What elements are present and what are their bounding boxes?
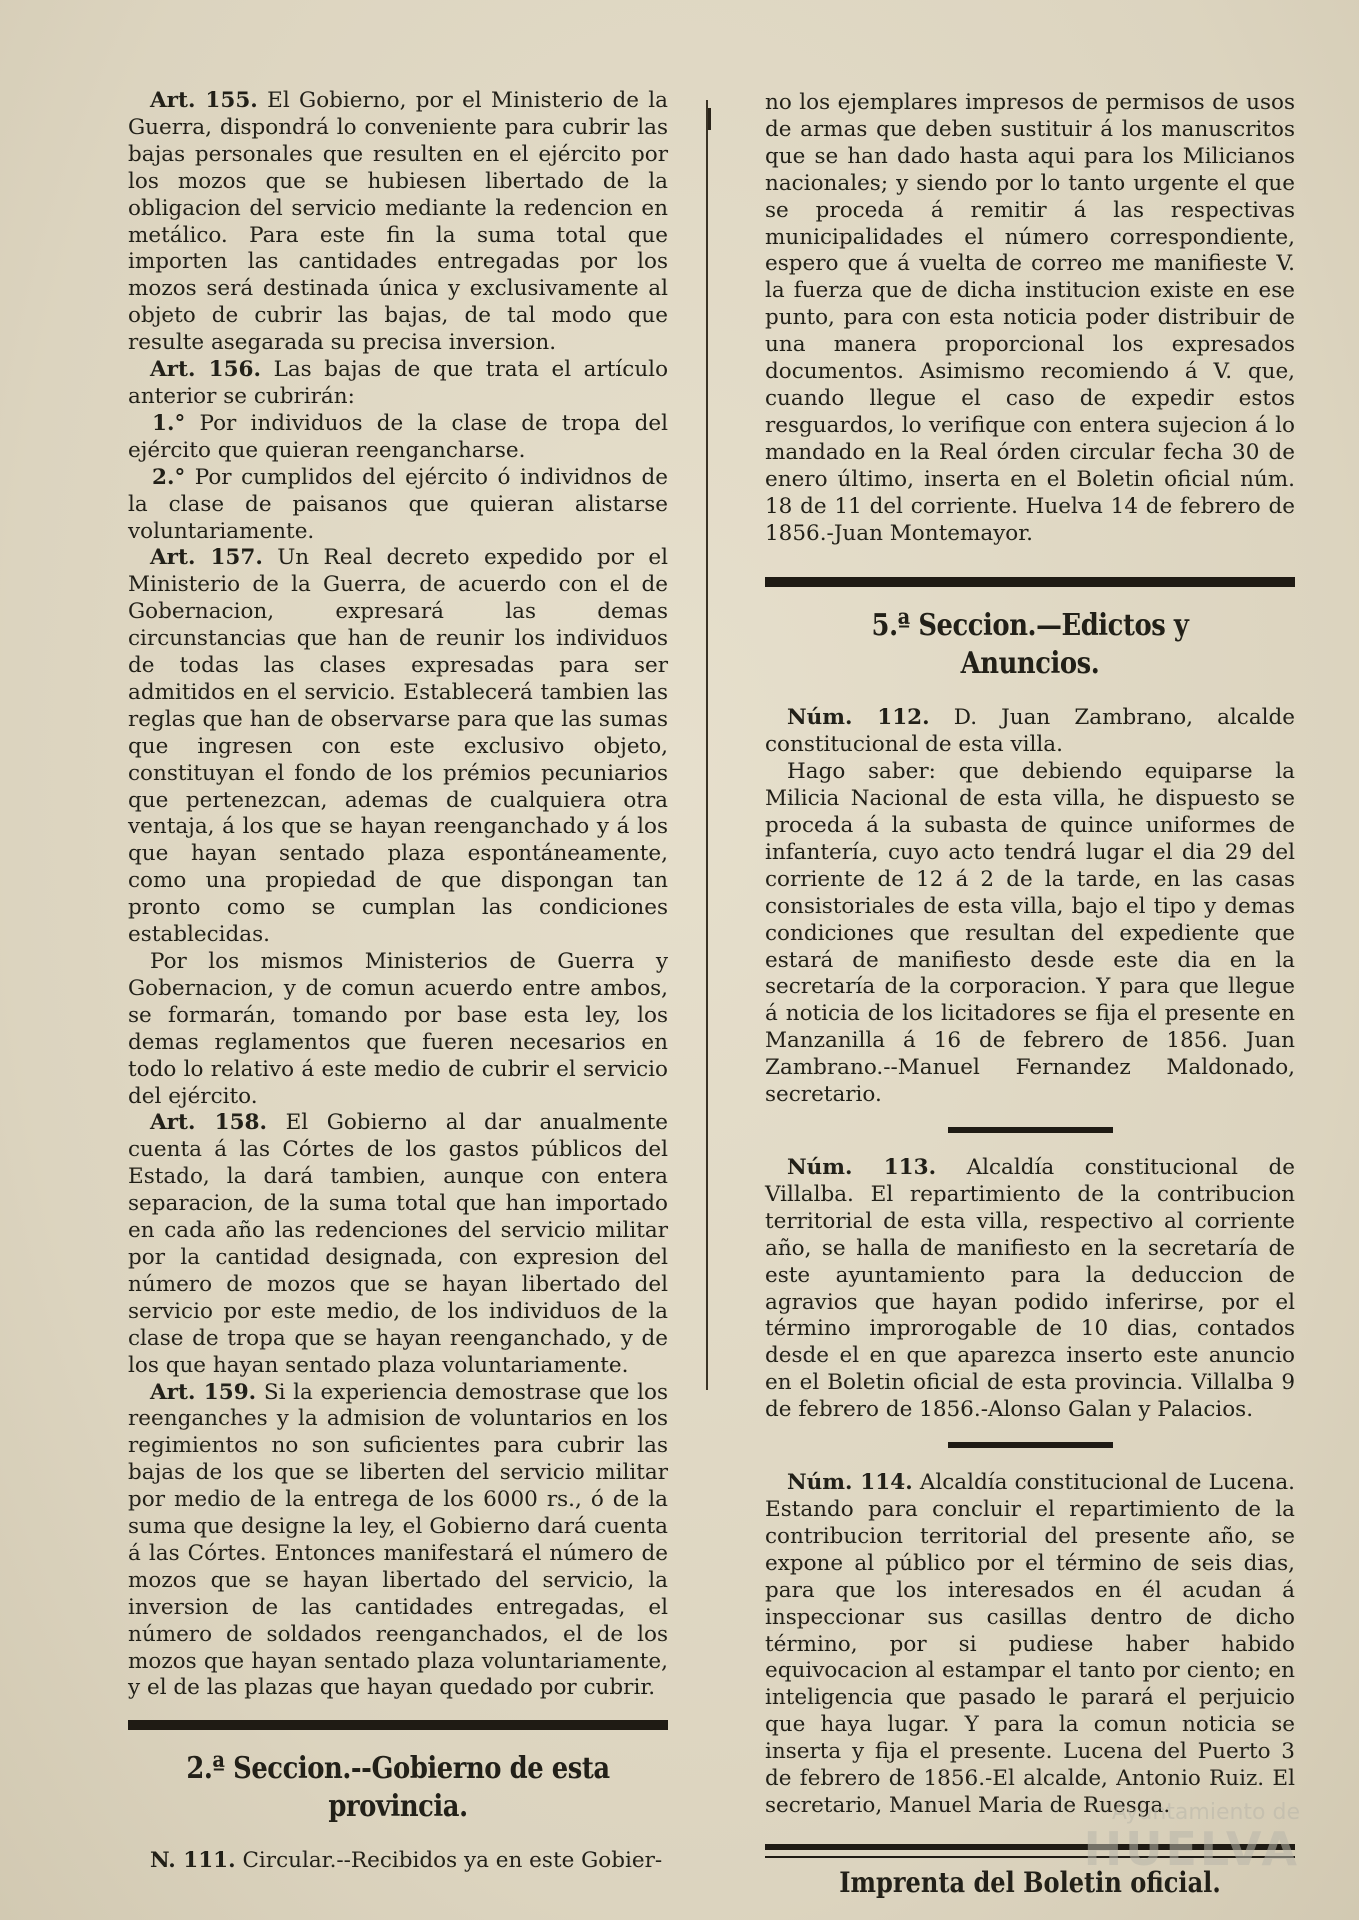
item-text: Por individuos de la clase de tropa del ejército que quieran reengancharse. — [128, 410, 668, 463]
article-label: Art. 157. — [150, 545, 263, 571]
section-5-heading: 5.ª Seccion.—Edictos y Anuncios. — [871, 608, 1189, 682]
section-2-heading: 2.ª Seccion.--Gobierno de esta provincia. — [186, 1751, 610, 1825]
article-157 — [128, 545, 668, 949]
item-label: 1.° — [152, 410, 186, 436]
item-text: Por cumplidos del ejército ó individnos de la clase de paisanos que quieran alistarse voluntariamente. — [128, 464, 668, 544]
article-label: Art. 155. — [150, 88, 258, 113]
notice-lead: Alcaldía constitucional de Villalba. — [765, 1155, 1295, 1207]
article-159 — [128, 1380, 668, 1703]
column-mark — [708, 108, 711, 130]
item-label: 2.° — [152, 464, 186, 490]
paragraph-text: Por los mismos Ministerios de Guerra y Gobernacion, y de comun acuerdo entre ambos, se formarán, tomando por base esta ley, los demas reglamentos que fueren necesarios en todo lo relativo á este medio de cubrir el servicio del ejército. — [128, 949, 668, 1109]
article-157-continued — [128, 949, 668, 1110]
notice-body: Estando para concluir el repartimiento de la contribucion territorial del presente año, se expone al público por el término de seis dias, para que los interesados en él acudan á inspeccionar sus casillas dentro de dicho término, por si pudiese haber habido equivocacion al estampar el tanto por ciento; en inteligencia que pasado le parará el perjuicio que haya lugar. Y para la comun noticia se inserta y fija el presente. Lucena del Puerto 3 de febrero de 1856.-El alcalde, Antonio Ruiz. El secretario, Manuel Maria de Ruesga. — [765, 1496, 1295, 1818]
notice-body: El repartimiento de la contribucion territorial de esta villa, respectivo al corriente año, se halla de manifiesto en la secretaría de este ayuntamiento para la deduccion de agravios que hayan podido inferirse, por el término improrogable de 10 dias, contados desde el en que aparezca inserto este anuncio en el Boletin oficial de esta provincia. Villalba 9 de febrero de 1856.-Alonso Galan y Palacios. — [765, 1181, 1296, 1423]
circular-111 — [128, 1848, 668, 1875]
article-158 — [128, 1110, 668, 1379]
right-column — [765, 90, 1295, 1897]
notice-label: Núm. 114. — [787, 1470, 913, 1496]
notice-label: Núm. 113. — [787, 1155, 937, 1180]
column-divider — [706, 100, 708, 1390]
circular-text: Circular.--Recibidos ya en este Gobier- — [242, 1848, 663, 1874]
notice-112-body: Hago saber: que debiendo equiparse la Milicia Nacional de esta villa, he dispuesto se proceda á la subasta de quince uniformes de infantería, cuyo acto tendrá lugar el dia 29 del corriente de 12 á 2 de la tarde, en las casas consistoriales de esta villa, bajo el tipo y demas condiciones que resultan del expediente que estará de manifiesto desde este dia en la secretaría de la corporacion. Y para que llegue á noticia de los licitadores se fija el presente en Manzanilla á 16 de febrero de 1856. Juan Zambrano.--Manuel Fernandez Maldonado, secretario. — [765, 759, 1295, 1108]
section-rule — [128, 1720, 668, 1730]
article-label: Art. 159. — [150, 1379, 257, 1405]
article-156 — [128, 357, 668, 411]
circular-label: N. 111. — [150, 1848, 236, 1874]
imprint: Imprenta del Boletin oficial. — [839, 1865, 1221, 1899]
section-rule — [765, 577, 1295, 587]
article-label: Art. 158. — [150, 1110, 267, 1136]
notice-112-lead — [765, 705, 1295, 759]
circular-continuation: no los ejemplares impresos de permisos de usos de armas que deben sustituir á los manuscritos que se han dado hasta aqui para los Milicianos nacionales; y siendo por lo tanto urgente el que se proceda á remitir á las respectivas municipalidades el número correspondiente, espero que á vuelta de correo me manifieste V. la fuerza que de dicha institucion existe en ese punto, para con esta noticia poder distribuir de una manera proporcional los expresados documentos. Asimismo recomiendo á V. que, cuando llegue el caso de expedir estos resguardos, lo verifique con entera sujecion á lo mandado en la Real órden circular fecha 30 de enero último, inserta en el Boletin oficial núm. 18 de 11 del corriente. Huelva 14 de febrero de 1856.-Juan Montemayor. — [765, 90, 1295, 546]
article-155 — [128, 88, 668, 357]
notice-rule — [948, 1127, 1113, 1133]
article-text: Las bajas de que trata el artículo anterior se cubrirán: — [128, 357, 669, 409]
notice-lead: D. Juan Zambrano, alcalde constitucional de esta villa. — [765, 705, 1295, 758]
left-column — [128, 88, 668, 1875]
article-156-item-2 — [128, 465, 668, 546]
notice-113-lead — [765, 1155, 1295, 1424]
notice-rule — [948, 1442, 1113, 1448]
notice-lead: Alcaldía constitucional de Lucena. — [919, 1470, 1295, 1496]
article-text: El Gobierno al dar anualmente cuenta á las Córtes de los gastos públicos del Estado, la dará tambien, aunque con entera separacion, de la suma total que han importado en cada año las redenciones del servicio militar por la cantidad designada, con expresion del número de mozos que se hayan libertado del servicio por este medio, de los individuos de la clase de tropa que se hayan reenganchado, y de los que hayan sentado plaza voluntariamente. — [128, 1110, 668, 1378]
article-text: Si la experiencia demostrase que los reenganches y la admision de voluntarios en los regimientos no son suficientes para cubrir las bajas de los que se liberten del servicio militar por medio de la entrega de los 6000 rs., ó de la suma que designe la ley, el Gobierno dará cuenta á las Córtes. Entonces manifestará el número de mozos que se hayan libertado del servicio, la inversion de las cantidades entregadas, el número de soldados reenganchados, el de los mozos que hayan sentado plaza voluntariamente, y el de las plazas que hayan quedado por cubrir. — [128, 1379, 668, 1701]
article-label: Art. 156. — [150, 357, 261, 383]
watermark — [1060, 1800, 1300, 1876]
watermark-line1: Ayuntamiento de — [1111, 1800, 1300, 1825]
article-156-item-1 — [128, 411, 668, 465]
article-text: Un Real decreto expedido por el Ministerio de la Guerra, de acuerdo con el de Gobernacion, expresará las demas circunstancias que han de reunir los individuos de todas las clases expresadas para ser admitidos en el servicio. Establecerá tambien las reglas que han de observarse para que las sumas que ingresen con este exclusivo objeto, constituyan el fondo de los prémios pecuniarios que pertenezcan, ademas de cualquiera otra ventaja, á los que se hayan reenganchado y á los que hayan sentado plaza espontáneamente, como una propiedad de que dispongan tan pronto como se cumplan las condiciones establecidas. — [128, 545, 668, 948]
article-text: El Gobierno, por el Ministerio de la Guerra, dispondrá lo conveniente para cubrir las bajas personales que resulten en el ejército por los mozos que se hubiesen libertado de la obligacion del servicio mediante la redencion en metálico. Para este fin la suma total que importen las cantidades entregadas por los mozos será destinada única y exclusivamente al objeto de cubrir las bajas, de tal modo que resulte asegarada su precisa inversion. — [128, 88, 668, 356]
notice-label: Núm. 112. — [787, 705, 930, 731]
watermark-line2: HUELVA — [1083, 1822, 1300, 1876]
notice-114-lead — [765, 1470, 1295, 1820]
